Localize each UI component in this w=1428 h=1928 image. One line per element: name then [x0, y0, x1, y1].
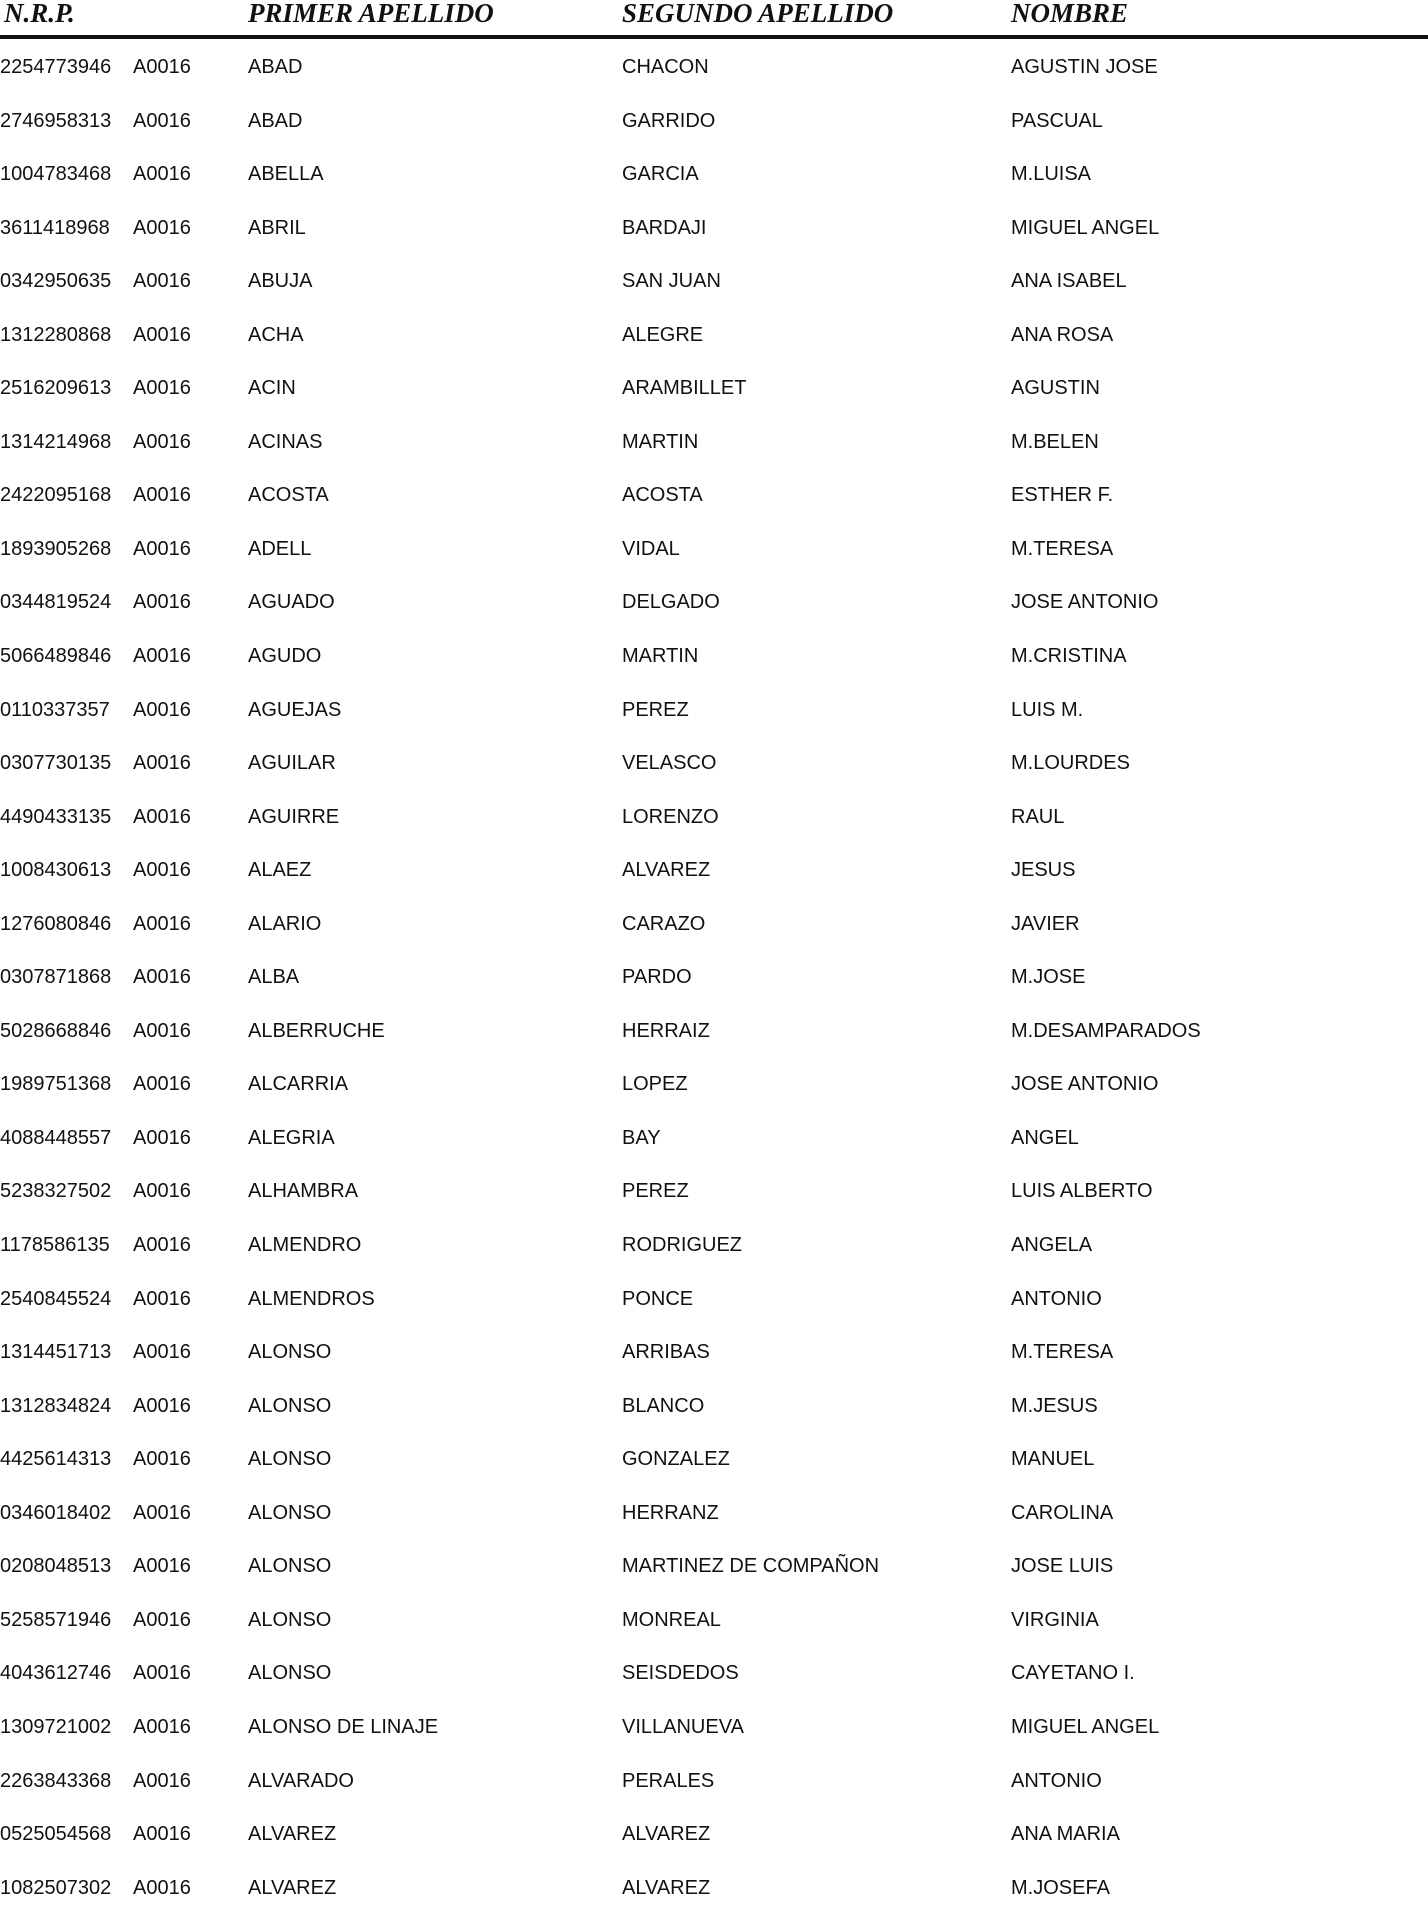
cell-primer-apellido: ACINAS [248, 430, 323, 453]
header-rule [0, 35, 1428, 39]
cell-primer-apellido: ALONSO [248, 1501, 332, 1524]
cell-primer-apellido: ALONSO [248, 1608, 332, 1631]
table-row [0, 268, 1428, 322]
cell-primer-apellido: ACHA [248, 323, 304, 346]
cell-nrp: 0344819524 [0, 591, 112, 614]
cell-nombre: M.TERESA [1011, 1341, 1114, 1364]
cell-nombre: JAVIER [1011, 912, 1080, 935]
cell-segundo-apellido: ARRIBAS [622, 1341, 710, 1364]
cell-code: A0016 [133, 1448, 191, 1471]
table-row [0, 1446, 1428, 1500]
table-row [0, 1178, 1428, 1232]
cell-segundo-apellido: PEREZ [622, 1180, 689, 1203]
cell-nrp: 0307730135 [0, 752, 112, 775]
cell-code: A0016 [133, 859, 191, 882]
table-row [0, 1286, 1428, 1340]
cell-segundo-apellido: PARDO [622, 966, 692, 989]
cell-segundo-apellido: PERALES [622, 1769, 715, 1792]
cell-nrp: 2254773946 [0, 56, 112, 78]
cell-nrp: 5066489846 [0, 645, 112, 668]
cell-code: A0016 [133, 109, 191, 132]
table-row [0, 964, 1428, 1018]
cell-segundo-apellido: PEREZ [622, 698, 689, 721]
cell-nrp: 0307871868 [0, 966, 112, 989]
cell-segundo-apellido: BARDAJI [622, 216, 707, 239]
cell-code: A0016 [133, 1287, 191, 1310]
header-nrp: N.R.P. [4, 0, 75, 28]
table-header [0, 0, 1428, 30]
cell-nrp: 1008430613 [0, 859, 112, 882]
cell-nombre: M.CRISTINA [1011, 645, 1127, 668]
cell-segundo-apellido: SAN JUAN [622, 270, 721, 293]
cell-nombre: M.LUISA [1011, 163, 1092, 186]
cell-nrp: 3611418968 [0, 216, 110, 239]
table-body [0, 54, 1428, 1928]
cell-code: A0016 [133, 430, 191, 453]
cell-nombre: ANA ISABEL [1011, 270, 1127, 293]
cell-code: A0016 [133, 1180, 191, 1203]
table-row [0, 1125, 1428, 1179]
cell-nombre: AGUSTIN [1011, 377, 1100, 400]
cell-primer-apellido: ALBERRUCHE [248, 1019, 385, 1042]
cell-nrp: 4043612746 [0, 1662, 112, 1685]
cell-code: A0016 [133, 537, 191, 560]
cell-nrp: 1004783468 [0, 163, 112, 186]
table-row [0, 1768, 1428, 1822]
cell-primer-apellido: ABELLA [248, 163, 324, 186]
cell-primer-apellido: ALONSO [248, 1448, 332, 1471]
cell-code: A0016 [133, 323, 191, 346]
header-primer-apellido: PRIMER APELLIDO [248, 0, 494, 28]
cell-nombre: VIRGINIA [1011, 1608, 1099, 1631]
cell-code: A0016 [133, 56, 191, 78]
cell-nombre: M.BELEN [1011, 430, 1099, 453]
cell-nombre: MANUEL [1011, 1448, 1095, 1471]
cell-primer-apellido: ALVAREZ [248, 1876, 337, 1899]
cell-nombre: ANTONIO [1011, 1769, 1102, 1792]
cell-segundo-apellido: DELGADO [622, 591, 720, 614]
cell-segundo-apellido: VELASCO [622, 752, 717, 775]
cell-nombre: M.JOSEFA [1011, 1876, 1110, 1899]
cell-nrp: 4490433135 [0, 805, 112, 828]
cell-nrp: 5258571946 [0, 1608, 112, 1631]
cell-segundo-apellido: BAY [622, 1126, 661, 1149]
cell-nrp: 1314451713 [0, 1341, 112, 1364]
cell-primer-apellido: ALVARADO [248, 1769, 354, 1792]
cell-nombre: M.TERESA [1011, 537, 1114, 560]
cell-nrp: 1989751368 [0, 1073, 112, 1096]
cell-nrp: 1178586135 [0, 1234, 110, 1257]
table-row [0, 108, 1428, 162]
cell-nombre: RAUL [1011, 805, 1065, 828]
table-row [0, 1875, 1428, 1928]
table-row [0, 1339, 1428, 1393]
cell-segundo-apellido: HERRANZ [622, 1501, 719, 1524]
cell-nombre: JESUS [1011, 859, 1076, 882]
cell-primer-apellido: ALBA [248, 966, 300, 989]
table-row [0, 857, 1428, 911]
table-row [0, 750, 1428, 804]
cell-segundo-apellido: PONCE [622, 1287, 694, 1310]
cell-segundo-apellido: CHACON [622, 56, 709, 78]
cell-nrp: 0208048513 [0, 1555, 112, 1578]
cell-nrp: 5028668846 [0, 1019, 112, 1042]
cell-nrp: 2746958313 [0, 109, 112, 132]
cell-segundo-apellido: MARTIN [622, 645, 699, 668]
cell-primer-apellido: ABRIL [248, 216, 306, 239]
cell-segundo-apellido: ACOSTA [622, 484, 703, 507]
cell-code: A0016 [133, 752, 191, 775]
table-row [0, 54, 1428, 108]
cell-code: A0016 [133, 1715, 191, 1738]
cell-segundo-apellido: BLANCO [622, 1394, 705, 1417]
table-row [0, 1660, 1428, 1714]
cell-code: A0016 [133, 966, 191, 989]
cell-nombre: LUIS ALBERTO [1011, 1180, 1153, 1203]
table-row [0, 697, 1428, 751]
cell-code: A0016 [133, 163, 191, 186]
cell-nrp: 2422095168 [0, 484, 112, 507]
table-row [0, 643, 1428, 697]
cell-nrp: 2516209613 [0, 377, 112, 400]
cell-code: A0016 [133, 377, 191, 400]
table-row [0, 322, 1428, 376]
cell-segundo-apellido: ARAMBILLET [622, 377, 747, 400]
cell-segundo-apellido: MARTIN [622, 430, 699, 453]
cell-primer-apellido: ABAD [248, 56, 303, 78]
cell-segundo-apellido: MONREAL [622, 1608, 721, 1631]
cell-code: A0016 [133, 484, 191, 507]
cell-code: A0016 [133, 1823, 191, 1846]
cell-segundo-apellido: VIDAL [622, 537, 680, 560]
cell-segundo-apellido: SEISDEDOS [622, 1662, 739, 1685]
cell-primer-apellido: ALONSO DE LINAJE [248, 1715, 439, 1738]
cell-primer-apellido: AGUEJAS [248, 698, 342, 721]
table-row [0, 215, 1428, 269]
cell-code: A0016 [133, 1769, 191, 1792]
cell-nombre: ANA MARIA [1011, 1823, 1120, 1846]
table-row [0, 911, 1428, 965]
table-row [0, 536, 1428, 590]
cell-nrp: 4088448557 [0, 1126, 112, 1149]
cell-primer-apellido: ALEGRIA [248, 1126, 335, 1149]
cell-nombre: LUIS M. [1011, 698, 1084, 721]
cell-nombre: MIGUEL ANGEL [1011, 1715, 1160, 1738]
table-row [0, 1821, 1428, 1875]
cell-code: A0016 [133, 698, 191, 721]
cell-code: A0016 [133, 1608, 191, 1631]
cell-code: A0016 [133, 270, 191, 293]
cell-nombre: M.JOSE [1011, 966, 1086, 989]
cell-nrp: 0346018402 [0, 1501, 112, 1524]
cell-nrp: 1276080846 [0, 912, 112, 935]
cell-code: A0016 [133, 645, 191, 668]
cell-code: A0016 [133, 1019, 191, 1042]
cell-nrp: 0342950635 [0, 270, 112, 293]
cell-code: A0016 [133, 1341, 191, 1364]
cell-segundo-apellido: GONZALEZ [622, 1448, 730, 1471]
cell-code: A0016 [133, 1073, 191, 1096]
cell-segundo-apellido: HERRAIZ [622, 1019, 710, 1042]
cell-nrp: 2540845524 [0, 1287, 112, 1310]
cell-primer-apellido: ALHAMBRA [248, 1180, 359, 1203]
cell-primer-apellido: ALONSO [248, 1394, 332, 1417]
cell-primer-apellido: ALONSO [248, 1341, 332, 1364]
cell-primer-apellido: AGUDO [248, 645, 322, 668]
cell-segundo-apellido: ALVAREZ [622, 1876, 711, 1899]
cell-segundo-apellido: LOPEZ [622, 1073, 688, 1096]
header-nombre: NOMBRE [1011, 0, 1129, 28]
table-row [0, 1714, 1428, 1768]
table-row [0, 1607, 1428, 1661]
table-row [0, 1071, 1428, 1125]
cell-primer-apellido: ABAD [248, 109, 303, 132]
cell-primer-apellido: ALARIO [248, 912, 322, 935]
cell-nombre: JOSE LUIS [1011, 1555, 1114, 1578]
cell-nombre: PASCUAL [1011, 109, 1103, 132]
cell-code: A0016 [133, 1126, 191, 1149]
cell-code: A0016 [133, 1662, 191, 1685]
cell-nombre: CAYETANO I. [1011, 1662, 1135, 1685]
cell-code: A0016 [133, 805, 191, 828]
cell-code: A0016 [133, 1394, 191, 1417]
cell-nrp: 1893905268 [0, 537, 112, 560]
cell-nombre: ANTONIO [1011, 1287, 1102, 1310]
cell-nrp: 0110337357 [0, 698, 110, 721]
cell-nombre: MIGUEL ANGEL [1011, 216, 1160, 239]
table-row [0, 161, 1428, 215]
cell-nombre: ANGEL [1011, 1126, 1079, 1149]
cell-segundo-apellido: ALVAREZ [622, 1823, 711, 1846]
cell-code: A0016 [133, 591, 191, 614]
table-row [0, 482, 1428, 536]
table-row [0, 589, 1428, 643]
table-row [0, 1500, 1428, 1554]
cell-segundo-apellido: VILLANUEVA [622, 1715, 744, 1738]
cell-code: A0016 [133, 1876, 191, 1899]
cell-primer-apellido: ALMENDROS [248, 1287, 375, 1310]
cell-code: A0016 [133, 1501, 191, 1524]
cell-primer-apellido: ACOSTA [248, 484, 329, 507]
cell-segundo-apellido: RODRIGUEZ [622, 1234, 742, 1257]
cell-nombre: M.DESAMPARADOS [1011, 1019, 1201, 1042]
cell-nrp: 0525054568 [0, 1823, 112, 1846]
cell-nombre: M.LOURDES [1011, 752, 1130, 775]
cell-code: A0016 [133, 1555, 191, 1578]
cell-code: A0016 [133, 1234, 191, 1257]
cell-nombre: JOSE ANTONIO [1011, 591, 1159, 614]
cell-segundo-apellido: ALVAREZ [622, 859, 711, 882]
cell-primer-apellido: ALCARRIA [248, 1073, 349, 1096]
cell-segundo-apellido: MARTINEZ DE COMPAÑON [622, 1555, 880, 1578]
header-segundo-apellido: SEGUNDO APELLIDO [622, 0, 894, 28]
cell-code: A0016 [133, 912, 191, 935]
cell-nombre: ANA ROSA [1011, 323, 1114, 346]
table-row [0, 1232, 1428, 1286]
cell-primer-apellido: AGUIRRE [248, 805, 340, 828]
cell-nrp: 4425614313 [0, 1448, 112, 1471]
cell-nrp: 1082507302 [0, 1876, 112, 1899]
cell-primer-apellido: ADELL [248, 537, 312, 560]
cell-nombre: JOSE ANTONIO [1011, 1073, 1159, 1096]
cell-primer-apellido: ACIN [248, 377, 296, 400]
cell-nombre: AGUSTIN JOSE [1011, 56, 1158, 78]
table-row [0, 1393, 1428, 1447]
cell-primer-apellido: AGUILAR [248, 752, 336, 775]
table-row [0, 804, 1428, 858]
cell-nombre: ESTHER F. [1011, 484, 1114, 507]
cell-segundo-apellido: CARAZO [622, 912, 706, 935]
cell-nrp: 1312280868 [0, 323, 112, 346]
cell-primer-apellido: ABUJA [248, 270, 313, 293]
cell-nrp: 1314214968 [0, 430, 112, 453]
table-row [0, 429, 1428, 483]
cell-primer-apellido: ALVAREZ [248, 1823, 337, 1846]
cell-primer-apellido: ALONSO [248, 1555, 332, 1578]
cell-segundo-apellido: LORENZO [622, 805, 719, 828]
cell-nrp: 1312834824 [0, 1394, 112, 1417]
cell-primer-apellido: AGUADO [248, 591, 335, 614]
cell-primer-apellido: ALMENDRO [248, 1234, 362, 1257]
cell-nombre: M.JESUS [1011, 1394, 1098, 1417]
cell-nrp: 5238327502 [0, 1180, 112, 1203]
cell-primer-apellido: ALONSO [248, 1662, 332, 1685]
cell-segundo-apellido: GARCIA [622, 163, 699, 186]
table-row [0, 1018, 1428, 1072]
cell-segundo-apellido: ALEGRE [622, 323, 704, 346]
table-row [0, 1553, 1428, 1607]
cell-nrp: 2263843368 [0, 1769, 112, 1792]
cell-segundo-apellido: GARRIDO [622, 109, 716, 132]
cell-nombre: CAROLINA [1011, 1501, 1114, 1524]
cell-code: A0016 [133, 216, 191, 239]
cell-primer-apellido: ALAEZ [248, 859, 312, 882]
cell-nombre: ANGELA [1011, 1234, 1093, 1257]
cell-nrp: 1309721002 [0, 1715, 112, 1738]
table-row [0, 375, 1428, 429]
